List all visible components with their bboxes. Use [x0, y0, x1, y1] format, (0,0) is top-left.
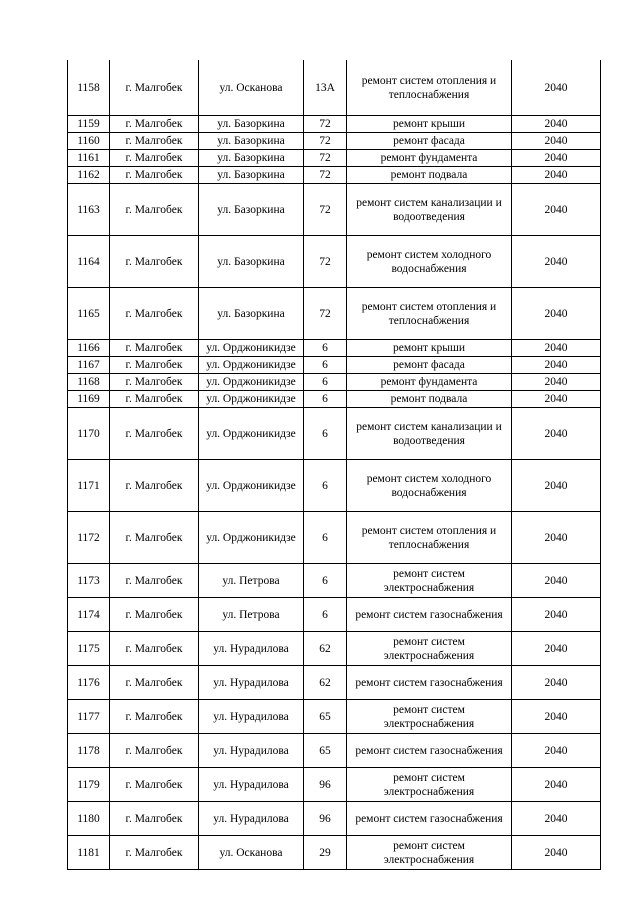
work-type-cell: ремонт систем отопления и теплоснабжения	[347, 60, 512, 116]
city-cell: г. Малгобек	[110, 340, 199, 357]
year-cell: 2040	[512, 357, 601, 374]
row-number-cell: 1177	[68, 700, 110, 734]
city-cell: г. Малгобек	[110, 374, 199, 391]
street-cell: ул. Орджоникидзе	[199, 391, 304, 408]
house-number-cell: 96	[304, 802, 347, 836]
row-number-cell: 1159	[68, 116, 110, 133]
table-row	[68, 236, 601, 288]
work-type-cell: ремонт систем холодного водоснабжения	[347, 236, 512, 288]
street-cell: ул. Базоркина	[199, 150, 304, 167]
row-number-cell: 1164	[68, 236, 110, 288]
work-type-cell: ремонт крыши	[347, 116, 512, 133]
row-number-cell: 1163	[68, 184, 110, 236]
work-type-cell: ремонт систем канализации и водоотведения	[347, 184, 512, 236]
city-cell: г. Малгобек	[110, 116, 199, 133]
year-cell: 2040	[512, 802, 601, 836]
work-type-cell: ремонт систем газоснабжения	[347, 598, 512, 632]
table-row	[68, 357, 601, 374]
city-cell: г. Малгобек	[110, 167, 199, 184]
table-row	[68, 734, 601, 768]
city-cell: г. Малгобек	[110, 836, 199, 870]
house-number-cell: 6	[304, 598, 347, 632]
year-cell: 2040	[512, 150, 601, 167]
row-number-cell: 1181	[68, 836, 110, 870]
row-number-cell: 1176	[68, 666, 110, 700]
row-number-cell: 1160	[68, 133, 110, 150]
city-cell: г. Малгобек	[110, 768, 199, 802]
street-cell: ул. Орджоникидзе	[199, 408, 304, 460]
year-cell: 2040	[512, 598, 601, 632]
city-cell: г. Малгобек	[110, 357, 199, 374]
house-number-cell: 96	[304, 768, 347, 802]
work-type-cell: ремонт фундамента	[347, 374, 512, 391]
street-cell: ул. Базоркина	[199, 236, 304, 288]
work-type-cell: ремонт фундамента	[347, 150, 512, 167]
row-number-cell: 1173	[68, 564, 110, 598]
house-number-cell: 29	[304, 836, 347, 870]
house-number-cell: 6	[304, 391, 347, 408]
table-row	[68, 666, 601, 700]
row-number-cell: 1161	[68, 150, 110, 167]
table-row	[68, 802, 601, 836]
work-type-cell: ремонт систем электроснабжения	[347, 564, 512, 598]
table-row	[68, 374, 601, 391]
year-cell: 2040	[512, 734, 601, 768]
house-number-cell: 6	[304, 460, 347, 512]
house-number-cell: 62	[304, 666, 347, 700]
table-row	[68, 836, 601, 870]
house-number-cell: 72	[304, 236, 347, 288]
street-cell: ул. Базоркина	[199, 133, 304, 150]
year-cell: 2040	[512, 391, 601, 408]
house-number-cell: 72	[304, 116, 347, 133]
table-body	[68, 60, 601, 870]
work-type-cell: ремонт подвала	[347, 391, 512, 408]
city-cell: г. Малгобек	[110, 564, 199, 598]
street-cell: ул. Нурадилова	[199, 666, 304, 700]
row-number-cell: 1171	[68, 460, 110, 512]
house-number-cell: 72	[304, 288, 347, 340]
house-number-cell: 6	[304, 564, 347, 598]
table-row	[68, 408, 601, 460]
year-cell: 2040	[512, 408, 601, 460]
street-cell: ул. Осканова	[199, 60, 304, 116]
house-number-cell: 72	[304, 133, 347, 150]
street-cell: ул. Осканова	[199, 836, 304, 870]
table-row	[68, 150, 601, 167]
row-number-cell: 1179	[68, 768, 110, 802]
year-cell: 2040	[512, 236, 601, 288]
year-cell: 2040	[512, 564, 601, 598]
city-cell: г. Малгобек	[110, 408, 199, 460]
city-cell: г. Малгобек	[110, 391, 199, 408]
city-cell: г. Малгобек	[110, 700, 199, 734]
street-cell: ул. Орджоникидзе	[199, 512, 304, 564]
street-cell: ул. Базоркина	[199, 116, 304, 133]
table-row	[68, 288, 601, 340]
table-row	[68, 60, 601, 116]
city-cell: г. Малгобек	[110, 60, 199, 116]
row-number-cell: 1166	[68, 340, 110, 357]
city-cell: г. Малгобек	[110, 802, 199, 836]
street-cell: ул. Орджоникидзе	[199, 357, 304, 374]
house-number-cell: 65	[304, 734, 347, 768]
city-cell: г. Малгобек	[110, 150, 199, 167]
row-number-cell: 1167	[68, 357, 110, 374]
street-cell: ул. Базоркина	[199, 288, 304, 340]
house-number-cell: 72	[304, 167, 347, 184]
house-number-cell: 6	[304, 340, 347, 357]
house-number-cell: 72	[304, 184, 347, 236]
row-number-cell: 1178	[68, 734, 110, 768]
year-cell: 2040	[512, 666, 601, 700]
work-type-cell: ремонт систем электроснабжения	[347, 700, 512, 734]
work-type-cell: ремонт систем электроснабжения	[347, 768, 512, 802]
table-row	[68, 598, 601, 632]
street-cell: ул. Нурадилова	[199, 768, 304, 802]
row-number-cell: 1162	[68, 167, 110, 184]
row-number-cell: 1172	[68, 512, 110, 564]
table-row	[68, 632, 601, 666]
house-number-cell: 65	[304, 700, 347, 734]
work-type-cell: ремонт фасада	[347, 357, 512, 374]
street-cell: ул. Нурадилова	[199, 802, 304, 836]
city-cell: г. Малгобек	[110, 512, 199, 564]
house-number-cell: 13А	[304, 60, 347, 116]
year-cell: 2040	[512, 768, 601, 802]
work-type-cell: ремонт систем отопления и теплоснабжения	[347, 288, 512, 340]
street-cell: ул. Нурадилова	[199, 632, 304, 666]
year-cell: 2040	[512, 60, 601, 116]
table-row	[68, 564, 601, 598]
street-cell: ул. Нурадилова	[199, 700, 304, 734]
table-row	[68, 391, 601, 408]
street-cell: ул. Орджоникидзе	[199, 340, 304, 357]
row-number-cell: 1165	[68, 288, 110, 340]
city-cell: г. Малгобек	[110, 734, 199, 768]
city-cell: г. Малгобек	[110, 236, 199, 288]
city-cell: г. Малгобек	[110, 598, 199, 632]
row-number-cell: 1170	[68, 408, 110, 460]
year-cell: 2040	[512, 116, 601, 133]
year-cell: 2040	[512, 512, 601, 564]
house-number-cell: 6	[304, 408, 347, 460]
work-type-cell: ремонт систем газоснабжения	[347, 802, 512, 836]
work-type-cell: ремонт крыши	[347, 340, 512, 357]
work-type-cell: ремонт систем газоснабжения	[347, 734, 512, 768]
city-cell: г. Малгобек	[110, 133, 199, 150]
row-number-cell: 1168	[68, 374, 110, 391]
year-cell: 2040	[512, 340, 601, 357]
table-row	[68, 133, 601, 150]
year-cell: 2040	[512, 700, 601, 734]
year-cell: 2040	[512, 184, 601, 236]
table-row	[68, 460, 601, 512]
table-row	[68, 768, 601, 802]
table-row	[68, 700, 601, 734]
work-type-cell: ремонт систем отопления и теплоснабжения	[347, 512, 512, 564]
year-cell: 2040	[512, 167, 601, 184]
row-number-cell: 1175	[68, 632, 110, 666]
row-number-cell: 1180	[68, 802, 110, 836]
city-cell: г. Малгобек	[110, 460, 199, 512]
row-number-cell: 1169	[68, 391, 110, 408]
table-row	[68, 512, 601, 564]
city-cell: г. Малгобек	[110, 288, 199, 340]
table-row	[68, 184, 601, 236]
house-number-cell: 6	[304, 512, 347, 564]
work-type-cell: ремонт фасада	[347, 133, 512, 150]
year-cell: 2040	[512, 374, 601, 391]
table-row	[68, 167, 601, 184]
work-type-cell: ремонт систем электроснабжения	[347, 836, 512, 870]
city-cell: г. Малгобек	[110, 632, 199, 666]
street-cell: ул. Нурадилова	[199, 734, 304, 768]
repair-schedule-table	[67, 60, 601, 870]
year-cell: 2040	[512, 836, 601, 870]
street-cell: ул. Петрова	[199, 598, 304, 632]
house-number-cell: 6	[304, 374, 347, 391]
row-number-cell: 1174	[68, 598, 110, 632]
city-cell: г. Малгобек	[110, 666, 199, 700]
row-number-cell: 1158	[68, 60, 110, 116]
street-cell: ул. Орджоникидзе	[199, 374, 304, 391]
street-cell: ул. Петрова	[199, 564, 304, 598]
city-cell: г. Малгобек	[110, 184, 199, 236]
street-cell: ул. Базоркина	[199, 184, 304, 236]
street-cell: ул. Базоркина	[199, 167, 304, 184]
work-type-cell: ремонт систем газоснабжения	[347, 666, 512, 700]
house-number-cell: 62	[304, 632, 347, 666]
house-number-cell: 6	[304, 357, 347, 374]
table-row	[68, 340, 601, 357]
year-cell: 2040	[512, 288, 601, 340]
year-cell: 2040	[512, 460, 601, 512]
year-cell: 2040	[512, 133, 601, 150]
work-type-cell: ремонт подвала	[347, 167, 512, 184]
street-cell: ул. Орджоникидзе	[199, 460, 304, 512]
work-type-cell: ремонт систем канализации и водоотведения	[347, 408, 512, 460]
house-number-cell: 72	[304, 150, 347, 167]
work-type-cell: ремонт систем электроснабжения	[347, 632, 512, 666]
table-row	[68, 116, 601, 133]
year-cell: 2040	[512, 632, 601, 666]
work-type-cell: ремонт систем холодного водоснабжения	[347, 460, 512, 512]
